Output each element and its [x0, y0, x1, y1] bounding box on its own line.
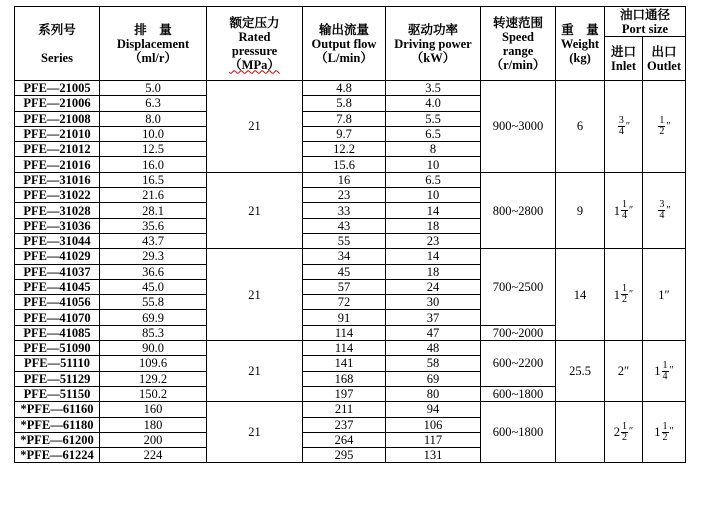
speed-cell: 900~3000 [481, 81, 556, 173]
pressure-cell: 21 [207, 81, 303, 173]
inlet-cell: $\frac{3}{4}$ ″ [605, 81, 643, 173]
power-cell: 3.5 [386, 81, 481, 96]
header-port-size: 油口通径 Port size [605, 7, 686, 37]
displacement-cell: 224 [100, 448, 207, 463]
power-cell: 8 [386, 142, 481, 157]
outlet-cell: $\frac{1}{2}$ ″ [643, 81, 686, 173]
power-cell: 94 [386, 402, 481, 417]
outlet-cell: 1 $\frac{1}{2}$ ″ [643, 402, 686, 463]
model-cell: *PFE—61160 [15, 402, 100, 417]
power-cell: 117 [386, 432, 481, 447]
inlet-cell: 2″ [605, 341, 643, 402]
pressure-cell: 21 [207, 402, 303, 463]
model-cell: PFE—31016 [15, 172, 100, 187]
model-cell: PFE—41029 [15, 249, 100, 264]
flow-cell: 9.7 [303, 126, 386, 141]
displacement-cell: 28.1 [100, 203, 207, 218]
speed-cell: 600~2200 [481, 341, 556, 387]
table-row [15, 172, 686, 187]
model-cell: PFE—31044 [15, 233, 100, 248]
power-cell: 48 [386, 341, 481, 356]
pressure-cell: 21 [207, 341, 303, 402]
flow-cell: 45 [303, 264, 386, 279]
model-cell: PFE—31036 [15, 218, 100, 233]
power-cell: 106 [386, 417, 481, 432]
model-cell: PFE—21012 [15, 142, 100, 157]
flow-cell: 72 [303, 295, 386, 310]
inlet-cell: 1 $\frac{1}{4}$ ″ [605, 172, 643, 248]
flow-cell: 141 [303, 356, 386, 371]
model-cell: *PFE—61180 [15, 417, 100, 432]
model-cell: PFE—21006 [15, 96, 100, 111]
displacement-cell: 43.7 [100, 233, 207, 248]
displacement-cell: 8.0 [100, 111, 207, 126]
header-pressure: 额定压力 Rated pressure （MPa） [207, 7, 303, 81]
weight-cell: 6 [556, 81, 605, 173]
power-cell: 10 [386, 188, 481, 203]
power-cell: 47 [386, 325, 481, 340]
header-displacement: 排 量 Displacement （ml/r） [100, 7, 207, 81]
displacement-cell: 29.3 [100, 249, 207, 264]
displacement-cell: 36.6 [100, 264, 207, 279]
power-cell: 80 [386, 386, 481, 401]
power-cell: 131 [386, 448, 481, 463]
power-cell: 58 [386, 356, 481, 371]
displacement-cell: 6.3 [100, 96, 207, 111]
weight-cell: 14 [556, 249, 605, 341]
flow-cell: 33 [303, 203, 386, 218]
flow-cell: 4.8 [303, 81, 386, 96]
speed-cell: 700~2500 [481, 249, 556, 325]
displacement-cell: 12.5 [100, 142, 207, 157]
power-cell: 10 [386, 157, 481, 172]
header-series: 系列号 Series [15, 7, 100, 81]
displacement-cell: 10.0 [100, 126, 207, 141]
model-cell: PFE—51110 [15, 356, 100, 371]
flow-cell: 114 [303, 341, 386, 356]
table-row [15, 341, 686, 356]
displacement-cell: 69.9 [100, 310, 207, 325]
model-cell: PFE—21016 [15, 157, 100, 172]
power-cell: 18 [386, 218, 481, 233]
displacement-cell: 45.0 [100, 279, 207, 294]
model-cell: PFE—31028 [15, 203, 100, 218]
weight-cell: 25.5 [556, 341, 605, 402]
flow-cell: 237 [303, 417, 386, 432]
spec-table [14, 6, 686, 463]
model-cell: PFE—51150 [15, 386, 100, 401]
flow-cell: 7.8 [303, 111, 386, 126]
power-cell: 4.0 [386, 96, 481, 111]
model-cell: PFE—41056 [15, 295, 100, 310]
displacement-cell: 35.6 [100, 218, 207, 233]
displacement-cell: 129.2 [100, 371, 207, 386]
flow-cell: 197 [303, 386, 386, 401]
flow-cell: 264 [303, 432, 386, 447]
speed-cell: 700~2000 [481, 325, 556, 340]
pressure-cell: 21 [207, 172, 303, 248]
flow-cell: 91 [303, 310, 386, 325]
speed-cell: 600~1800 [481, 386, 556, 401]
flow-cell: 12.2 [303, 142, 386, 157]
displacement-cell: 55.8 [100, 295, 207, 310]
model-cell: PFE—21010 [15, 126, 100, 141]
displacement-cell: 200 [100, 432, 207, 447]
model-cell: PFE—51090 [15, 341, 100, 356]
speed-cell: 600~1800 [481, 402, 556, 463]
outlet-cell: 1″ [643, 249, 686, 341]
flow-cell: 43 [303, 218, 386, 233]
power-cell: 6.5 [386, 172, 481, 187]
table-row [15, 81, 686, 96]
power-cell: 6.5 [386, 126, 481, 141]
table-row [15, 402, 686, 417]
flow-cell: 16 [303, 172, 386, 187]
power-cell: 14 [386, 249, 481, 264]
inlet-cell: 1 $\frac{1}{2}$ ″ [605, 249, 643, 341]
outlet-cell: 1 $\frac{1}{4}$ ″ [643, 341, 686, 402]
flow-cell: 295 [303, 448, 386, 463]
power-cell: 24 [386, 279, 481, 294]
power-cell: 69 [386, 371, 481, 386]
model-cell: *PFE—61200 [15, 432, 100, 447]
displacement-cell: 160 [100, 402, 207, 417]
displacement-cell: 109.6 [100, 356, 207, 371]
displacement-cell: 21.6 [100, 188, 207, 203]
table-row [15, 249, 686, 264]
flow-cell: 114 [303, 325, 386, 340]
header-weight: 重 量 Weight (kg) [556, 7, 605, 81]
model-cell: PFE—21008 [15, 111, 100, 126]
flow-cell: 168 [303, 371, 386, 386]
flow-cell: 34 [303, 249, 386, 264]
model-cell: PFE—41070 [15, 310, 100, 325]
displacement-cell: 150.2 [100, 386, 207, 401]
displacement-cell: 16.5 [100, 172, 207, 187]
power-cell: 18 [386, 264, 481, 279]
flow-cell: 55 [303, 233, 386, 248]
model-cell: PFE—41085 [15, 325, 100, 340]
header-power: 驱动功率 Driving power （kW） [386, 7, 481, 81]
power-cell: 37 [386, 310, 481, 325]
displacement-cell: 85.3 [100, 325, 207, 340]
model-cell: PFE—31022 [15, 188, 100, 203]
flow-cell: 15.6 [303, 157, 386, 172]
displacement-cell: 180 [100, 417, 207, 432]
displacement-cell: 16.0 [100, 157, 207, 172]
model-cell: PFE—51129 [15, 371, 100, 386]
flow-cell: 5.8 [303, 96, 386, 111]
speed-cell: 800~2800 [481, 172, 556, 248]
model-cell: PFE—41037 [15, 264, 100, 279]
flow-cell: 211 [303, 402, 386, 417]
outlet-cell: $\frac{3}{4}$ ″ [643, 172, 686, 248]
power-cell: 14 [386, 203, 481, 218]
header-speed: 转速范围 Speed range （r/min） [481, 7, 556, 81]
displacement-cell: 90.0 [100, 341, 207, 356]
power-cell: 23 [386, 233, 481, 248]
flow-cell: 57 [303, 279, 386, 294]
model-cell: PFE—21005 [15, 81, 100, 96]
weight-cell [556, 402, 605, 463]
model-cell: PFE—41045 [15, 279, 100, 294]
power-cell: 30 [386, 295, 481, 310]
flow-cell: 23 [303, 188, 386, 203]
header-outlet: 出口 Outlet [643, 37, 686, 81]
inlet-cell: 2 $\frac{1}{2}$ ″ [605, 402, 643, 463]
header-inlet: 进口 Inlet [605, 37, 643, 81]
pressure-cell: 21 [207, 249, 303, 341]
header-flow: 输出流量 Output flow （L/min） [303, 7, 386, 81]
weight-cell: 9 [556, 172, 605, 248]
displacement-cell: 5.0 [100, 81, 207, 96]
power-cell: 5.5 [386, 111, 481, 126]
model-cell: *PFE—61224 [15, 448, 100, 463]
